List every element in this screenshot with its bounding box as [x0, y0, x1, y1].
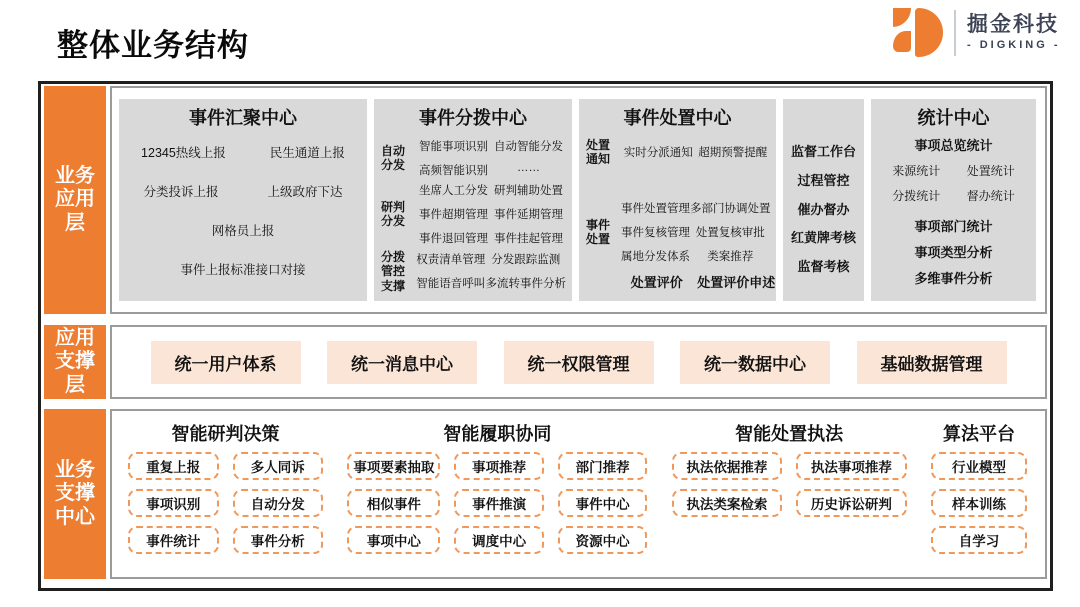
capability-chip: 行业模型 — [931, 452, 1027, 480]
business-application-box — [110, 86, 1047, 314]
group-judge-dispatch — [378, 182, 566, 246]
group-title: 智能研判决策 — [171, 424, 280, 444]
group-auto-dispatch — [378, 138, 566, 178]
module-item: 智能事项识别 — [419, 141, 488, 153]
group-disposal-notice — [583, 138, 770, 167]
support-module: 统一消息中心 — [327, 341, 477, 384]
module-item: 事件处置管理 — [621, 203, 690, 215]
capability-chip: 事项中心 — [347, 526, 440, 554]
support-module: 统一数据中心 — [680, 341, 830, 384]
module-item: 多部门协调处置 — [690, 203, 771, 215]
module-item: 过程管控 — [797, 172, 850, 188]
module-item: 处置统计 — [966, 164, 1015, 178]
capability-chip: 样本训练 — [931, 489, 1027, 517]
group-label: 处置通知 — [586, 138, 611, 167]
panel-event-dispatch-center — [374, 99, 572, 301]
support-module: 基础数据管理 — [857, 341, 1007, 384]
capability-chip: 历史诉讼研判 — [796, 489, 907, 517]
module-groups — [374, 130, 572, 301]
module-item: 监督工作台 — [790, 144, 856, 159]
module-item: 民生通道上报 — [269, 145, 345, 160]
capability-chip: 事项要素抽取 — [347, 452, 440, 480]
module-item: 事项类型分析 — [914, 244, 993, 260]
group-title: 智能履职协同 — [443, 424, 552, 444]
group-label: 研判分发 — [381, 199, 406, 228]
module-item: 坐席人工分发 — [419, 184, 488, 197]
module-item: 事件复核管理 — [621, 227, 690, 239]
company-name: 掘金科技 — [967, 13, 1059, 36]
module-item: 属地分发体系 — [621, 251, 690, 263]
logo-d-shape-icon — [915, 8, 943, 57]
module-item: 上级政府下达 — [267, 184, 343, 199]
layer-application-support — [44, 325, 1047, 399]
group-intelligent-enforcement — [672, 419, 907, 565]
brand-name: - DIGKING - — [967, 39, 1061, 51]
group-title: 算法平台 — [942, 424, 1015, 444]
architecture-frame — [38, 81, 1053, 591]
capability-chip: 事件分析 — [233, 526, 324, 554]
group-dispatch-control — [378, 250, 566, 293]
panel-title: 统计中心 — [917, 108, 990, 128]
logo-petal-bottom-icon — [893, 31, 911, 52]
panel-title: 事件处置中心 — [623, 108, 732, 128]
module-item: 超期预警提醒 — [698, 147, 768, 160]
module-item: 智能语音呼叫 — [416, 278, 486, 291]
module-item: 事件退回管理 — [419, 232, 488, 245]
module-item: 类案推荐 — [707, 251, 754, 263]
module-item: 事件挂起管理 — [494, 232, 563, 245]
panel-title: 事件分拨中心 — [419, 108, 527, 128]
module-item: 催办督办 — [797, 201, 850, 217]
page-title: 整体业务结构 — [57, 28, 249, 63]
module-item: 分发跟踪监测 — [491, 254, 561, 267]
module-item: 高频智能识别 — [419, 165, 488, 177]
module-item: 处置评价 — [630, 275, 683, 290]
capability-chip: 部门推荐 — [558, 452, 648, 480]
module-item: 研判辅助处置 — [494, 184, 563, 197]
logo-divider — [954, 10, 956, 56]
group-intelligent-judgment — [128, 419, 323, 565]
module-item: 自动智能分发 — [494, 141, 563, 153]
capability-chip: 事件推演 — [454, 489, 544, 517]
capability-chip: 执法依据推荐 — [672, 452, 783, 480]
module-item: 权责清单管理 — [416, 254, 486, 267]
module-item: 事项部门统计 — [914, 218, 993, 234]
module-item: 事件上报标准接口对接 — [180, 263, 306, 278]
business-support-box — [110, 409, 1047, 579]
logo-text — [967, 12, 1061, 53]
capability-chip: 自动分发 — [233, 489, 324, 517]
module-item: 事件延期管理 — [494, 208, 563, 221]
layer-business-support-center — [44, 409, 1047, 579]
module-item: 分拨统计 — [892, 189, 941, 203]
group-label: 自动分发 — [381, 143, 406, 172]
capability-chip: 相似事件 — [347, 489, 440, 517]
layer-label-business-support-center: 业务支撑中心 — [44, 409, 106, 579]
module-groups — [579, 130, 776, 272]
group-intelligent-collaboration — [347, 419, 647, 565]
digking-logo-icon — [893, 8, 943, 57]
module-item: 来源统计 — [892, 164, 941, 178]
module-item: 网格员上报 — [211, 224, 275, 239]
group-title: 智能处置执法 — [735, 424, 844, 444]
panel-title: 事件汇聚中心 — [189, 108, 297, 128]
group-label: 分拨管控支撑 — [381, 249, 406, 293]
module-item: 处置评价申述 — [697, 275, 776, 290]
layer-label-business-application: 业务应用层 — [44, 86, 106, 314]
support-module: 统一权限管理 — [504, 341, 654, 384]
capability-chip: 事项识别 — [128, 489, 219, 517]
module-item: 12345热线上报 — [141, 145, 226, 160]
logo-petal-top-icon — [893, 8, 911, 27]
capability-chip: 事项推荐 — [454, 452, 544, 480]
group-event-disposal — [583, 200, 770, 264]
module-item: 事件超期管理 — [419, 208, 488, 221]
application-support-box — [110, 325, 1047, 399]
overview-title: 事项总览统计 — [914, 138, 993, 153]
module-item: 多维事件分析 — [914, 271, 993, 287]
panel-supervision — [783, 99, 864, 301]
module-item: 分类投诉上报 — [143, 184, 219, 199]
company-logo — [893, 8, 1061, 57]
capability-chip: 资源中心 — [558, 526, 648, 554]
group-label: 事件处置 — [586, 217, 611, 246]
layer-business-application — [44, 86, 1047, 314]
panel-event-disposal-center — [579, 99, 776, 301]
group-algorithm-platform — [931, 419, 1027, 565]
module-item: 监督考核 — [797, 259, 850, 274]
capability-chip: 自学习 — [931, 526, 1027, 554]
module-item: 多流转事件分析 — [485, 278, 566, 291]
module-item: …… — [517, 162, 540, 174]
capability-chip: 事件中心 — [558, 489, 648, 517]
capability-chip: 执法类案检索 — [672, 489, 783, 517]
support-module: 统一用户体系 — [151, 341, 301, 384]
panel-event-aggregation-center — [119, 99, 367, 301]
module-item: 督办统计 — [966, 189, 1015, 203]
module-item: 红黄牌考核 — [790, 230, 856, 246]
capability-chip: 事件统计 — [128, 526, 219, 554]
module-item: 处置复核审批 — [695, 227, 765, 239]
module-list — [119, 130, 367, 301]
panel-statistics-center — [871, 99, 1036, 301]
capability-chip: 重复上报 — [128, 452, 219, 480]
capability-chip: 多人同诉 — [233, 452, 324, 480]
layer-label-application-support: 应用支撑层 — [44, 325, 106, 399]
module-item: 实时分派通知 — [623, 147, 693, 160]
capability-chip: 调度中心 — [454, 526, 544, 554]
capability-chip: 执法事项推荐 — [796, 452, 907, 480]
